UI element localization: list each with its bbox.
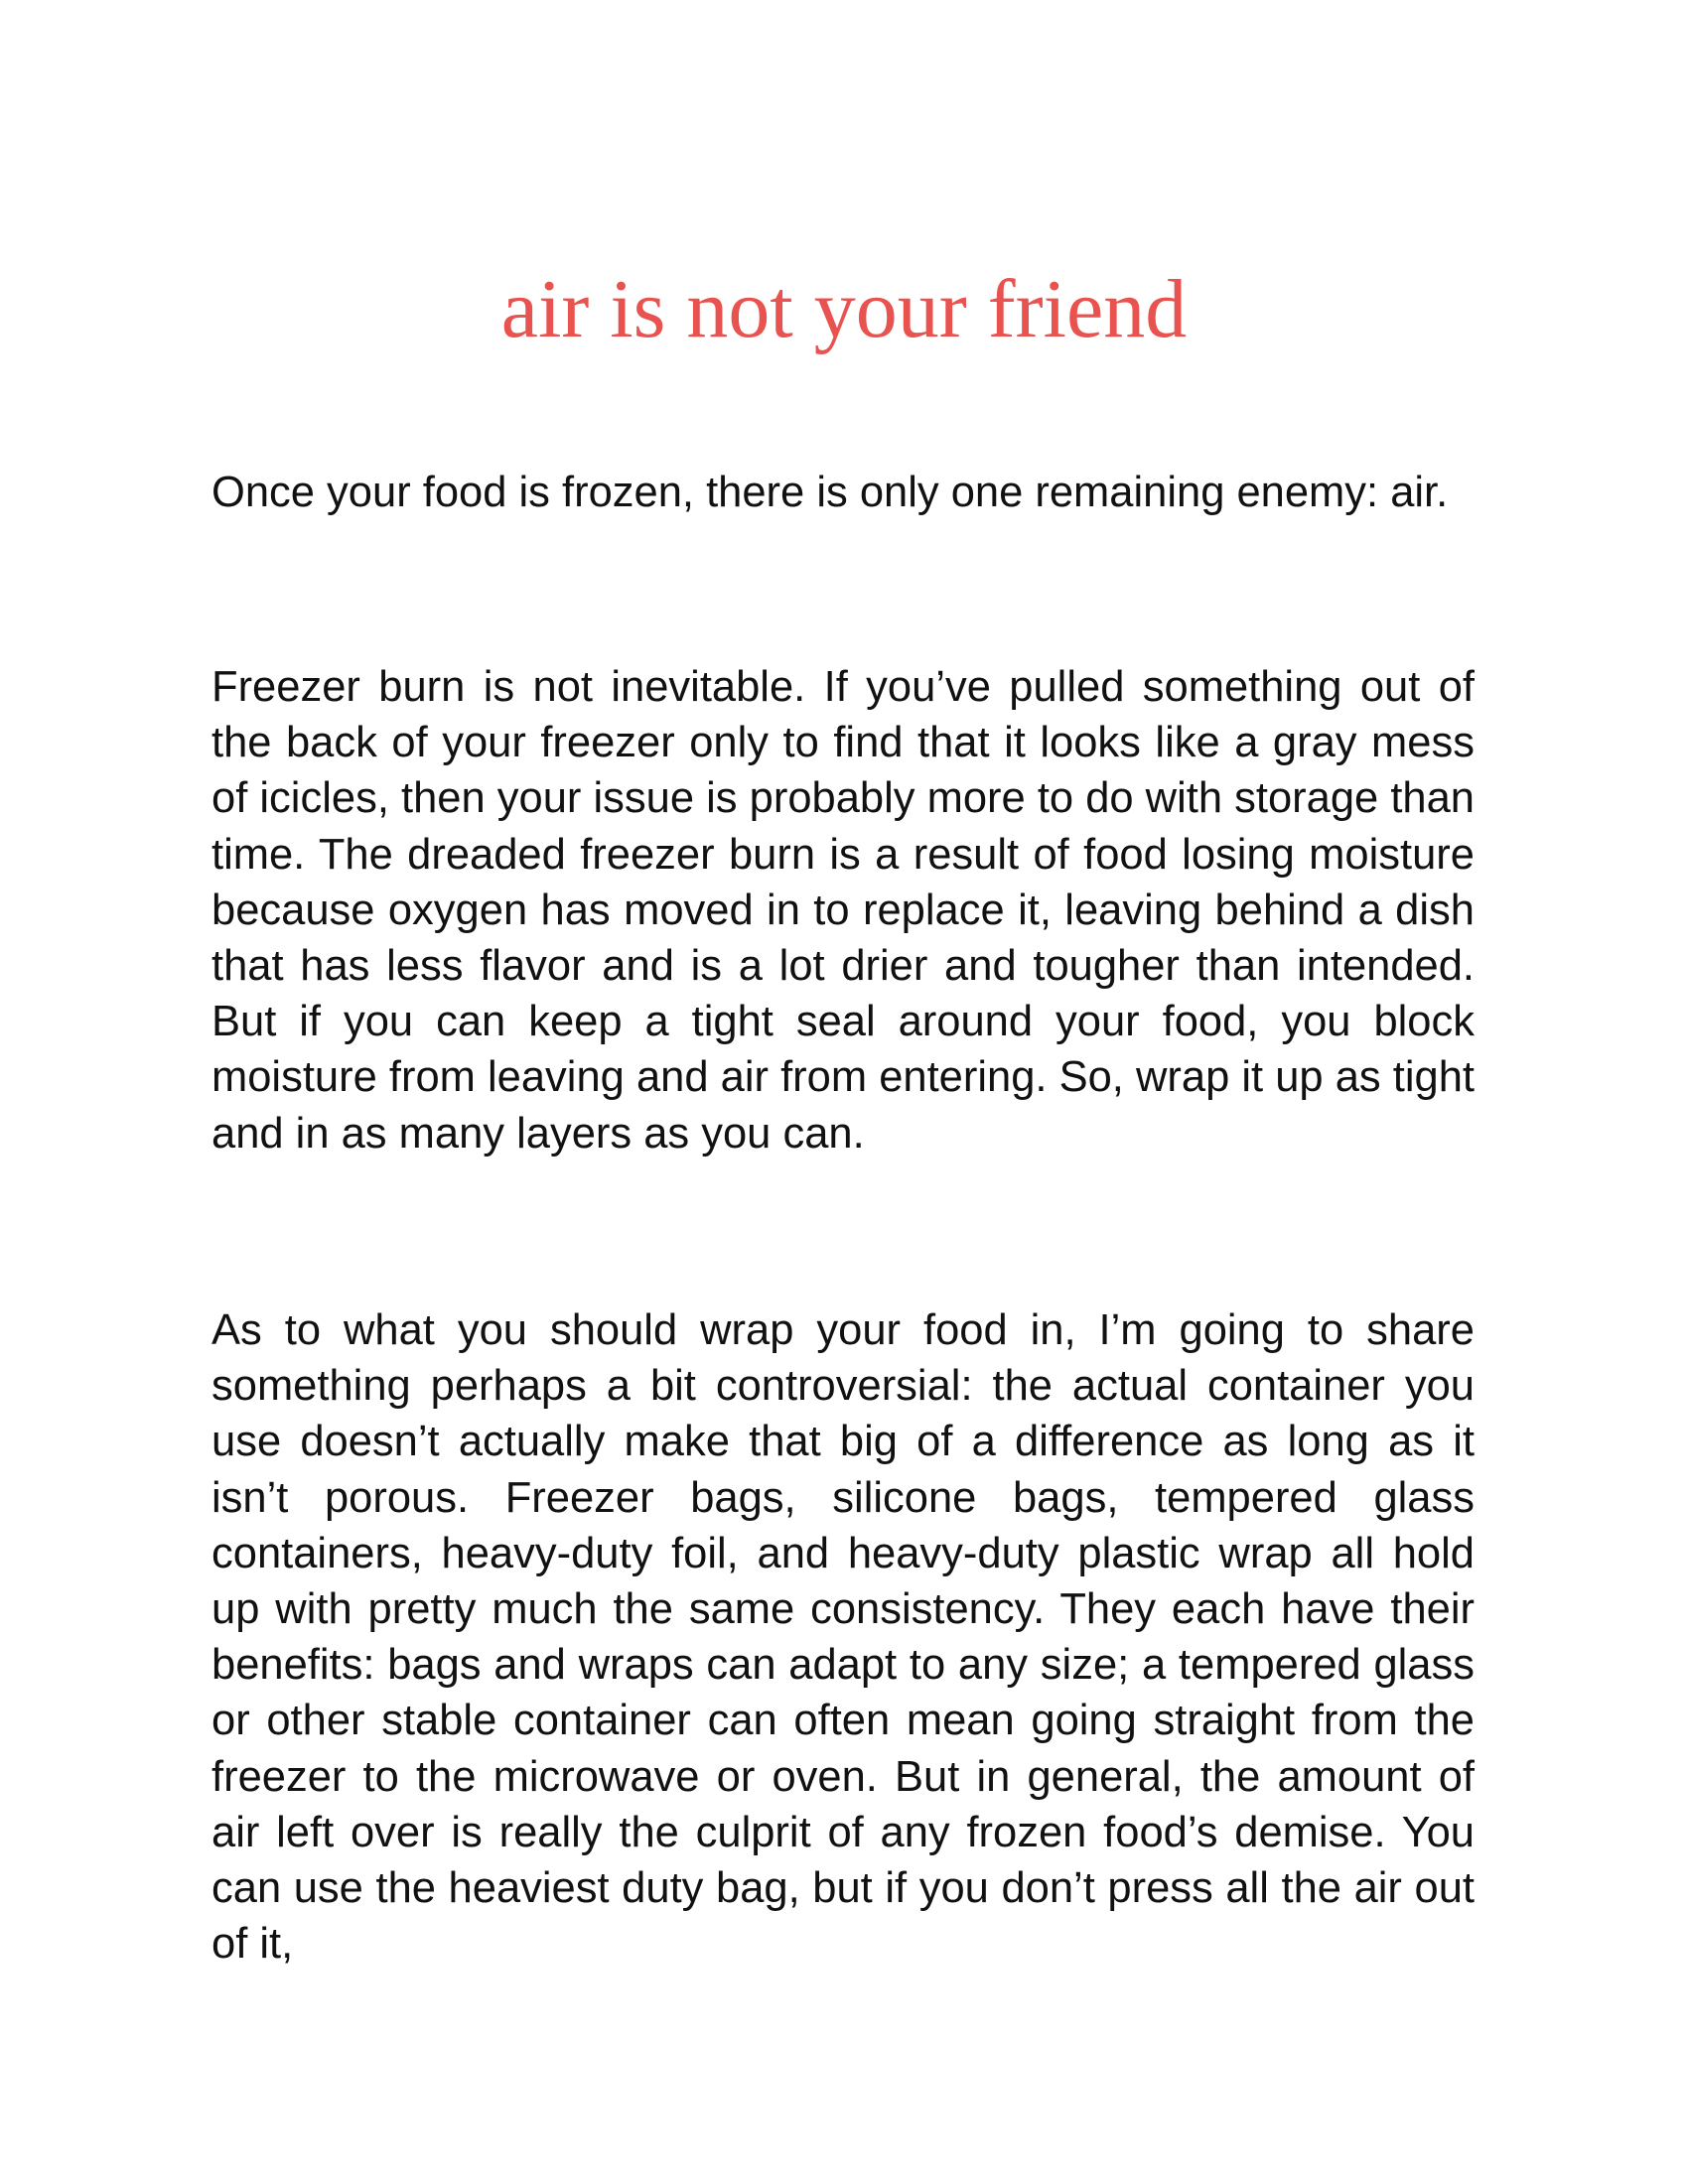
- paragraph-containers: As to what you should wrap your food in, I’m going to share something perhaps a bit controversial: the actual container you use doesn’t actually make that big of a difference as long as it isn’t porous. Freezer bags, silicone bags, tempered glass containers, heavy-duty foil, and heavy-duty plastic wrap all hold up with pretty much the same consistency. They each have their benefits: bags and wraps can adapt to any size; a tempered glass or other stable container can often mean going straight from the freezer to the microwave or oven. But in general, the amount of air left over is really the culprit of any frozen food’s demise. You can use the heaviest duty bag, but if you don’t press all the air out of it,: [211, 1306, 1475, 1969]
- paragraph-freezer-burn: Freezer burn is not inevitable. If you’ve pulled something out of the back of your freezer only to find that it looks like a gray mess of icicles, then your issue is probably more to do with storage than time. The dreaded freezer burn is a result of food losing moisture because oxygen has moved in to replace it, leaving behind a dish that has less flavor and is a lot drier and tougher than intended. But if you can keep a tight seal around your food, you block moisture from leaving and air from entering. So, wrap it up as tight and in as many layers as you can.: [211, 663, 1475, 1158]
- page-title: air is not your friend: [500, 263, 1188, 355]
- paragraph-intro: Once your food is frozen, there is only one remaining enemy: air.: [211, 469, 1449, 516]
